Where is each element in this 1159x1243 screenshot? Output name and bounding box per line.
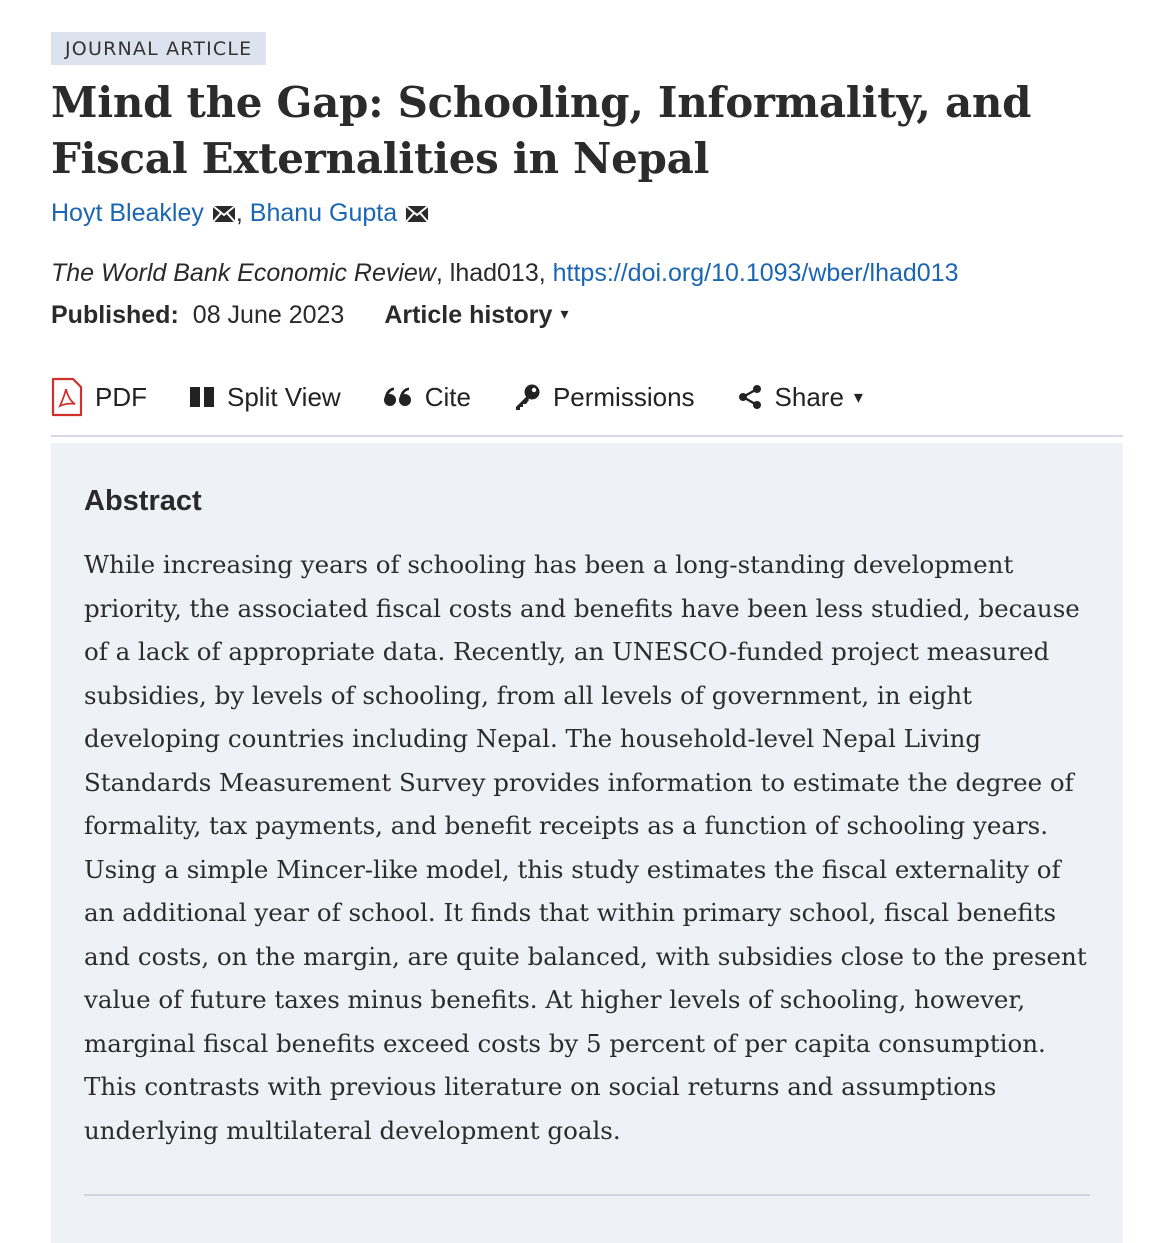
article-type-badge: JOURNAL ARTICLE (51, 32, 266, 65)
split-view-button[interactable] (189, 382, 341, 413)
citation-line (51, 257, 1123, 289)
article-title: Mind the Gap: Schooling, Informality, and Fiscal Externalities in Nepal (51, 78, 1032, 183)
article-history-toggle[interactable] (384, 299, 568, 331)
permissions-label: Permissions (552, 381, 695, 412)
mail-icon[interactable] (212, 199, 236, 231)
split-view-label: Split View (227, 381, 341, 412)
caret-down-icon: ▾ (853, 386, 863, 407)
author-list (51, 197, 1123, 231)
split-view-icon (189, 386, 215, 408)
abstract-section (51, 443, 1123, 1243)
article-id: , lhad013, (435, 259, 553, 287)
pdf-icon (51, 377, 83, 417)
article-header (51, 32, 1123, 437)
permissions-button[interactable] (513, 382, 695, 413)
caret-down-icon: ▾ (560, 306, 569, 323)
journal-name: The World Bank Economic Review (51, 259, 436, 287)
quote-icon (383, 386, 413, 408)
article-history-label: Article history (384, 301, 553, 329)
abstract-heading: Abstract (84, 485, 202, 517)
share-label: Share (774, 381, 844, 412)
share-button[interactable] (737, 382, 863, 413)
author-separator: , (235, 199, 250, 227)
published-date: 08 June 2023 (192, 301, 345, 329)
published-label: Published: (51, 301, 179, 329)
author-link-bhanu-gupta[interactable]: Bhanu Gupta (249, 199, 398, 227)
key-icon (513, 383, 541, 411)
pdf-label: PDF (95, 381, 147, 412)
article-toolbar (51, 377, 1123, 437)
mail-icon[interactable] (405, 199, 429, 231)
cite-button[interactable] (383, 382, 471, 413)
share-icon (737, 384, 763, 410)
pdf-button[interactable] (51, 377, 147, 417)
doi-link[interactable]: https://doi.org/10.1093/wber/lhad013 (552, 259, 959, 287)
section-divider (84, 1194, 1090, 1196)
abstract-text: While increasing years of schooling has been a long-standing development priority, the associated fiscal costs and benefits have been less studied, because of a lack of appropriate data. Recently, an UNESCO-funded project measured subsidies, by levels of schooling, from all levels of government, in eight developing countries including Nepal. The household-level Nepal Living Standards Measurement Survey provides information to estimate the degree of formality, tax payments, and benefit receipts as a function of schooling years. Using a simple Mincer-like model, this study estimates the fiscal externality of an additional year of school. It finds that within primary school, fiscal benefits and costs, on the margin, are quite balanced, with subsidies close to the present value of future taxes minus benefits. At higher levels of schooling, however, marginal fiscal benefits exceed costs by 5 percent of per capita consumption. This contrasts with previous literature on social returns and assumptions underlying multilateral development goals. (84, 550, 1087, 1145)
author-link-hoyt-bleakley[interactable]: Hoyt Bleakley (51, 199, 204, 227)
publication-row (51, 299, 1123, 331)
cite-label: Cite (424, 381, 471, 412)
